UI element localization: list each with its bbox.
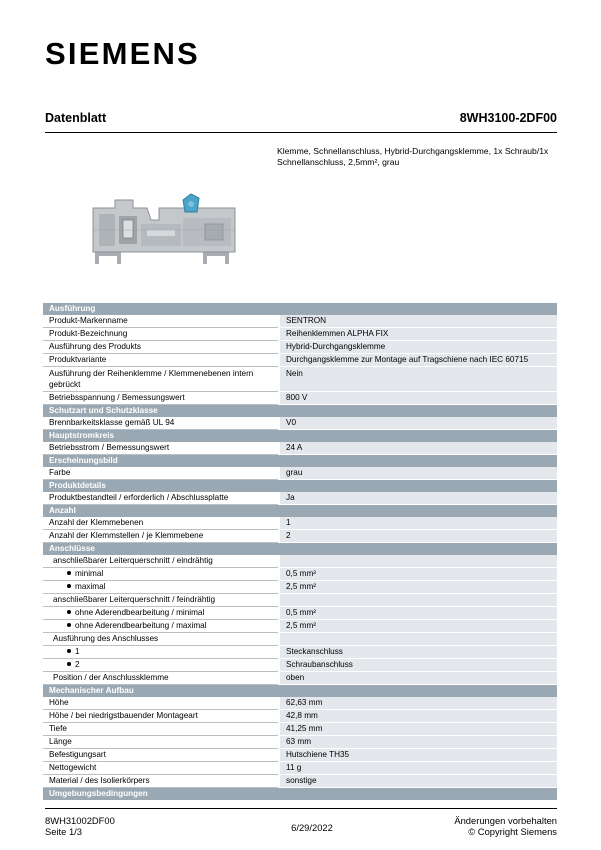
row-label (43, 555, 279, 568)
row-value (279, 555, 557, 568)
row-label-text: Anzahl der Klemmstellen / je Klemmebene (49, 531, 204, 540)
table-row (43, 710, 557, 723)
row-value: 11 g (279, 762, 557, 775)
row-label-text: 1 (75, 647, 80, 656)
row-value: 0,5 mm² (279, 607, 557, 620)
row-value: Hutschiene TH35 (279, 749, 557, 762)
row-value: SENTRON (279, 315, 557, 328)
bullet-icon (67, 610, 71, 614)
row-value: Nein (279, 367, 557, 392)
section-title: Mechanischer Aufbau (43, 685, 557, 698)
section-title: Ausführung (43, 303, 557, 316)
row-label-text: Höhe (49, 698, 69, 707)
table-row (43, 762, 557, 775)
row-label-text: Länge (49, 737, 72, 746)
table-row (43, 723, 557, 736)
row-label (43, 736, 279, 749)
table-row (43, 328, 557, 341)
doc-number: 8WH3100-2DF00 (459, 111, 557, 125)
row-value: Schraubanschluss (279, 659, 557, 672)
section-header (43, 455, 557, 468)
table-row (43, 354, 557, 367)
row-label (43, 594, 279, 607)
table-row (43, 672, 557, 685)
row-label (43, 392, 279, 405)
row-label (43, 568, 279, 581)
row-value: sonstige (279, 775, 557, 788)
row-label-text: Ausführung der Reihenklemme / Klemmenebenen intern gebrückt (49, 369, 254, 389)
section-title: Anzahl (43, 505, 557, 518)
section-header (43, 303, 557, 316)
row-label-text: Material / des Isolierkörpers (49, 776, 150, 785)
row-label (43, 697, 279, 710)
row-label-text: Ausführung des Anschlusses (53, 634, 159, 643)
table-row (43, 775, 557, 788)
row-label-text: ohne Aderendbearbeitung / maximal (75, 621, 207, 630)
footer-page: Seite 1/3 (45, 826, 83, 837)
row-value: Ja (279, 492, 557, 505)
table-row (43, 467, 557, 480)
row-label-text: Betriebsspannung / Bemessungswert (49, 393, 185, 402)
row-label (43, 530, 279, 543)
row-label (43, 517, 279, 530)
section-header (43, 480, 557, 493)
row-label (43, 723, 279, 736)
section-header (43, 685, 557, 698)
row-value: 24 A (279, 442, 557, 455)
row-label-text: minimal (75, 569, 104, 578)
table-row (43, 367, 557, 392)
row-label-text: Farbe (49, 468, 71, 477)
table-row (43, 646, 557, 659)
row-value: 2,5 mm² (279, 620, 557, 633)
row-label (43, 620, 279, 633)
row-label (43, 315, 279, 328)
table-row (43, 697, 557, 710)
footer-date: 6/29/2022 (291, 822, 333, 833)
section-header (43, 430, 557, 443)
row-label-text: Ausführung des Produkts (49, 342, 141, 351)
row-value: 0,5 mm² (279, 568, 557, 581)
table-row (43, 568, 557, 581)
row-label-text: maximal (75, 582, 106, 591)
bullet-icon (67, 584, 71, 588)
row-value: 63 mm (279, 736, 557, 749)
row-label-text: Befestigungsart (49, 750, 106, 759)
section-header (43, 405, 557, 418)
section-title: Hauptstromkreis (43, 430, 557, 443)
row-label-text: Anzahl der Klemmebenen (49, 518, 144, 527)
table-row (43, 517, 557, 530)
table-row (43, 607, 557, 620)
table-row (43, 581, 557, 594)
section-title: Produktdetails (43, 480, 557, 493)
row-label-text: Betriebsstrom / Bemessungswert (49, 443, 170, 452)
section-header (43, 543, 557, 556)
row-value: V0 (279, 417, 557, 430)
table-row (43, 555, 557, 568)
table-row (43, 392, 557, 405)
title-row (45, 110, 557, 133)
table-row (43, 417, 557, 430)
row-label (43, 467, 279, 480)
table-row (43, 736, 557, 749)
row-value: 2 (279, 530, 557, 543)
row-label (43, 672, 279, 685)
row-label-text: Produkt-Bezeichnung (49, 329, 128, 338)
table-row (43, 633, 557, 646)
section-header (43, 505, 557, 518)
row-label-text: Produkt-Markenname (49, 316, 128, 325)
bullet-icon (67, 649, 71, 653)
footer-divider (45, 808, 557, 809)
row-label (43, 367, 279, 392)
siemens-logo: SIEMENS (45, 36, 200, 71)
spec-table (43, 302, 557, 800)
row-label-text: Tiefe (49, 724, 67, 733)
row-value: grau (279, 467, 557, 480)
section-title: Schutzart und Schutzklasse (43, 405, 557, 418)
terminal-block-image (85, 190, 245, 275)
table-row (43, 620, 557, 633)
footer-copyright: © Copyright Siemens (468, 826, 557, 837)
row-value: Hybrid-Durchgangsklemme (279, 341, 557, 354)
doc-label: Datenblatt (45, 111, 107, 125)
row-label-text: anschließbarer Leiterquerschnitt / feindrähtig (53, 595, 216, 604)
row-label-text: Position / der Anschlussklemme (53, 673, 169, 682)
row-value: Steckanschluss (279, 646, 557, 659)
table-row (43, 594, 557, 607)
row-value: oben (279, 672, 557, 685)
row-label-text: ohne Aderendbearbeitung / minimal (75, 608, 205, 617)
table-row (43, 315, 557, 328)
row-label (43, 762, 279, 775)
row-value: Durchgangsklemme zur Montage auf Tragschiene nach IEC 60715 (279, 354, 557, 367)
footer-changes: Änderungen vorbehalten (454, 815, 557, 826)
row-label (43, 442, 279, 455)
row-label (43, 659, 279, 672)
section-title: Anschlüsse (43, 543, 557, 556)
section-title: Erscheinungsbild (43, 455, 557, 468)
bullet-icon (67, 623, 71, 627)
row-label (43, 633, 279, 646)
footer-right (454, 815, 557, 837)
row-label (43, 646, 279, 659)
row-label (43, 341, 279, 354)
section-title: Umgebungsbedingungen (43, 788, 557, 801)
row-value (279, 594, 557, 607)
table-row (43, 442, 557, 455)
footer-doc-id: 8WH31002DF00 (45, 815, 115, 826)
row-label-text: 2 (75, 660, 80, 669)
row-value: 2,5 mm² (279, 581, 557, 594)
row-value (279, 633, 557, 646)
row-label (43, 775, 279, 788)
row-label (43, 710, 279, 723)
table-row (43, 530, 557, 543)
row-value: 41,25 mm (279, 723, 557, 736)
row-label (43, 607, 279, 620)
row-label (43, 749, 279, 762)
table-row (43, 492, 557, 505)
bullet-icon (67, 662, 71, 666)
row-label-text: Nettogewicht (49, 763, 97, 772)
row-label-text: Produktvariante (49, 355, 107, 364)
row-label-text: Höhe / bei niedrigstbauender Montageart (49, 711, 198, 720)
row-label (43, 417, 279, 430)
row-value: 42,8 mm (279, 710, 557, 723)
row-value: 800 V (279, 392, 557, 405)
row-label (43, 492, 279, 505)
row-label-text: Produktbestandteil / erforderlich / Abschlussplatte (49, 493, 229, 502)
row-label (43, 581, 279, 594)
footer-left (45, 815, 115, 837)
row-label-text: anschließbarer Leiterquerschnitt / eindrähtig (53, 556, 213, 565)
table-row (43, 341, 557, 354)
bullet-icon (67, 571, 71, 575)
row-value: 62,63 mm (279, 697, 557, 710)
row-label (43, 354, 279, 367)
row-value: Reihenklemmen ALPHA FIX (279, 328, 557, 341)
row-label-text: Brennbarkeitsklasse gemäß UL 94 (49, 418, 175, 427)
section-header (43, 788, 557, 801)
table-row (43, 749, 557, 762)
product-description: Klemme, Schnellanschluss, Hybrid-Durchgangsklemme, 1x Schraub/1x Schnellanschluss, 2,5mm², grau (277, 146, 549, 167)
table-row (43, 659, 557, 672)
row-value: 1 (279, 517, 557, 530)
row-label (43, 328, 279, 341)
